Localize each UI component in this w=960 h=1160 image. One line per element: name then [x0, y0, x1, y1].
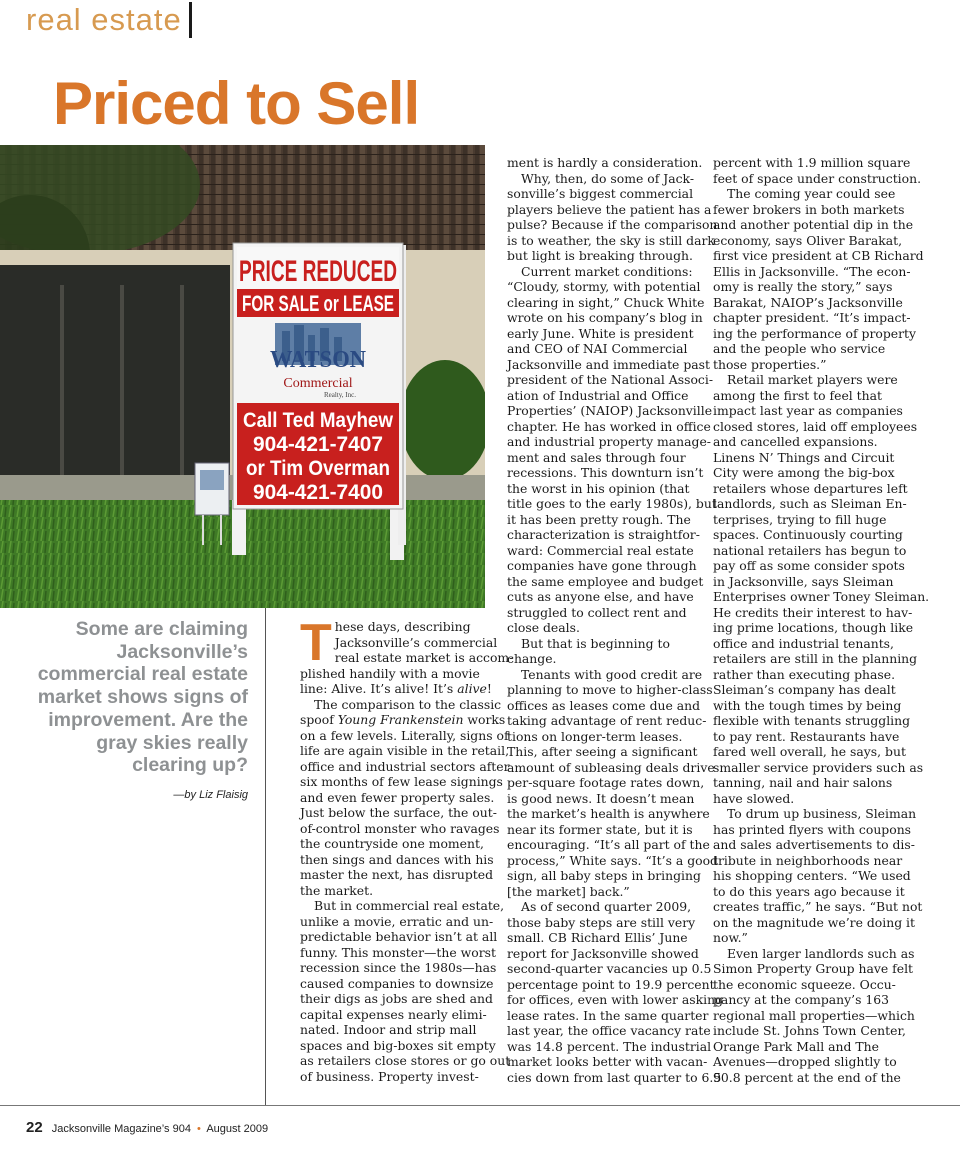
article-line: terprises, trying to fill huge — [713, 511, 887, 527]
sign-price-reduced: PRICE REDUCED — [239, 255, 397, 288]
article-line: percentage point to 19.9 percent — [507, 976, 715, 992]
article-line: ing prime locations, though like — [713, 620, 914, 635]
article-line: include St. Johns Town Center, — [713, 1023, 906, 1038]
article-line: sign, all baby steps in bringing — [507, 868, 701, 883]
sign-or-tim: or Tim Overman — [246, 457, 390, 480]
article-line: line: Alive. It’s alive! It’s alive! — [300, 681, 492, 696]
article-line: is to weather, the sky is still dark — [507, 232, 715, 248]
article-line: Retail market players were — [727, 372, 898, 387]
article-line: and CEO of NAI Commercial — [507, 341, 688, 356]
article-line: The coming year could see — [727, 186, 896, 201]
article-line: nated. Indoor and strip mall — [300, 1022, 477, 1037]
article-line: ment and sales through four — [507, 449, 686, 465]
article-line: then sings and dances with his — [300, 851, 494, 867]
article-line: close deals. — [507, 620, 580, 635]
article-line: report for Jacksonville showed — [507, 945, 699, 961]
article-line: spaces. Continuously courting — [713, 527, 903, 542]
article-photo — [0, 145, 485, 608]
article-line: hese days, describing — [334, 619, 471, 634]
article-line: Jacksonville and immediate past — [507, 356, 710, 372]
article-line: to do this years ago because it — [713, 883, 905, 899]
article-line: rather than executing phase. — [713, 666, 896, 682]
article-line: office and industrial sectors after — [300, 758, 510, 774]
section-label: real estate — [26, 2, 182, 37]
article-line: of-control monster who ravages — [300, 820, 500, 836]
section-divider — [189, 2, 192, 38]
article-line: second-quarter vacancies up 0.5 — [507, 961, 712, 976]
article-line: per-square footage rates down, — [507, 775, 705, 790]
article-line: master the next, has disrupted — [300, 867, 494, 882]
article-line: and another potential dip in the — [713, 217, 914, 232]
article-line: percent with 1.9 million square — [713, 155, 911, 170]
article-line: and cancelled expansions. — [713, 434, 878, 449]
article-line: retailers are still in the planning — [713, 651, 918, 666]
article-line: of business. Property invest- — [300, 1068, 479, 1084]
article-line: as retailers close stores or go out — [300, 1053, 511, 1068]
sign-for-sale: FOR SALE or LEASE — [242, 291, 394, 316]
article-line: clearing in sight,” Chuck White — [507, 294, 705, 310]
article-line: creates traffic,” he says. “But not — [713, 899, 923, 914]
article-line: smaller service providers such as — [713, 759, 924, 775]
article-line: pay off as some consider spots — [713, 558, 905, 573]
article-column-2 — [507, 155, 724, 1085]
article-line: near its former state, but it is — [507, 821, 693, 837]
pull-quote: Some are claiming Jacksonville’s commercial real estate market shows signs of improvement. Are the gray skies really clearing up? — [37, 618, 248, 777]
article-line: Enterprises owner Toney Sleiman. — [713, 589, 930, 604]
article-line: and sales advertisements to dis- — [713, 837, 915, 852]
article-line: plished handily with a movie — [300, 665, 480, 681]
article-line: cies down from last quarter to 6.5 — [507, 1069, 722, 1085]
article-line: Avenues—dropped slightly to — [713, 1054, 897, 1069]
sign-watson: WATSON — [270, 347, 367, 373]
article-line: caused companies to downsize — [300, 975, 494, 991]
article-line: market looks better with vacan- — [507, 1054, 708, 1069]
article-line: tanning, nail and hair salons — [713, 775, 893, 790]
article-line: early June. White is president — [507, 325, 694, 341]
column-divider — [265, 608, 266, 1106]
article-line: among the first to feel that — [713, 387, 882, 403]
drop-cap: T — [300, 614, 332, 672]
article-line: chapter. He has worked in office — [507, 418, 711, 434]
article-line: six months of few lease signings — [300, 774, 503, 789]
article-line: president of the National Associ- — [507, 372, 714, 387]
sign-call-ted: Call Ted Mayhew — [243, 409, 394, 432]
article-line: But that is beginning to — [521, 635, 670, 651]
article-line: City were among the big-box — [713, 465, 895, 480]
article-line: pulse? Because if the comparison — [507, 217, 718, 232]
article-line: economy, says Oliver Barakat, — [713, 232, 903, 248]
issue-date: August 2009 — [206, 1123, 269, 1135]
article-line: ation of Industrial and Office — [507, 387, 689, 403]
article-line: Even larger landlords such as — [727, 945, 915, 961]
article-line: but light is breaking through. — [507, 248, 693, 263]
article-line: feet of space under construction. — [713, 170, 922, 186]
article-line: lease rates. In the same quarter — [507, 1007, 709, 1023]
article-line: chapter president. “It’s impact- — [713, 310, 911, 325]
article-line: process,” White says. “It’s a good — [507, 852, 718, 868]
article-line: To drum up business, Sleiman — [727, 806, 917, 821]
article-line: on the magnitude we’re doing it — [713, 914, 916, 930]
article-line: ment is hardly a consideration. — [507, 155, 703, 170]
sign-realty: Realty, Inc. — [323, 391, 357, 399]
article-line: on a few levels. Literally, signs of — [300, 727, 509, 743]
article-line: unlike a movie, erratic and un- — [300, 913, 494, 929]
article-line: Current market conditions: — [521, 263, 693, 279]
article-line: Jacksonville’s commercial — [334, 634, 498, 650]
article-line: the worst in his opinion (that — [507, 480, 690, 496]
article-line: predictable behavior isn’t at all — [300, 929, 498, 944]
article-line: companies have gone through — [507, 558, 697, 573]
article-line: Ellis in Jacksonville. “The econ- — [713, 263, 911, 279]
sign-commercial: Commercial — [283, 376, 353, 391]
article-line: and even fewer property sales. — [300, 789, 495, 805]
article-line: impact last year as companies — [713, 403, 903, 418]
footer-separator: • — [197, 1123, 201, 1135]
article-line: [the market] back.” — [507, 883, 630, 899]
article-line: the market’s health is anywhere — [507, 806, 710, 821]
article-line: ward: Commercial real estate — [507, 542, 694, 558]
article-line: omy is really the story,” says — [713, 279, 893, 294]
page-footer — [26, 1119, 268, 1136]
article-line: has printed flyers with coupons — [713, 821, 912, 837]
article-line: cuts as anyone else, and have — [507, 589, 694, 604]
article-line: the market. — [300, 882, 374, 898]
byline: —by Liz Flaisig — [173, 789, 248, 801]
article-line: sonville’s biggest commercial — [507, 186, 694, 201]
article-line: the economic squeeze. Occu- — [713, 976, 896, 992]
article-line: to pay rent. Restaurants have — [713, 728, 900, 744]
article-line: closed stores, laid off employees — [713, 418, 918, 434]
article-line: characterization is straightfor- — [507, 527, 700, 542]
article-line: ing the performance of property — [713, 325, 916, 341]
article-line: spoof Young Frankenstein works — [300, 712, 506, 727]
article-line: funny. This monster—the worst — [300, 944, 496, 960]
article-line: life are again visible in the retail, — [300, 743, 510, 758]
article-line: tions on longer-term leases. — [507, 728, 683, 744]
article-line: last year, the office vacancy rate — [507, 1023, 711, 1038]
article-line: Why, then, do some of Jack- — [521, 170, 695, 186]
article-line: office and industrial tenants, — [713, 635, 894, 651]
article-line: in Jacksonville, says Sleiman — [713, 573, 894, 589]
article-line: Sleiman’s company has dealt — [713, 682, 896, 697]
article-line: “Cloudy, stormy, with potential — [507, 279, 701, 294]
article-line: his shopping centers. “We used — [713, 868, 911, 883]
article-line: change. — [507, 651, 557, 666]
article-line: was 14.8 percent. The industrial — [507, 1038, 712, 1054]
page-number: 22 — [26, 1119, 43, 1136]
article-line: planning to move to higher-class — [507, 682, 713, 697]
article-line: flexible with tenants struggling — [713, 713, 911, 728]
article-line: As of second quarter 2009, — [521, 899, 692, 914]
article-line: and the people who service — [713, 341, 886, 356]
article-line: Just below the surface, the out- — [300, 805, 497, 820]
article-line: 90.8 percent at the end of the — [713, 1069, 901, 1085]
article-line: the countryside one moment, — [300, 836, 484, 851]
article-line: tribute in neighborhoods near — [713, 852, 903, 868]
headline: Priced to Sell — [53, 70, 420, 137]
article-line: capital expenses nearly elimi- — [300, 1006, 487, 1022]
article-line: taking advantage of rent reduc- — [507, 713, 707, 728]
article-line: Properties’ (NAIOP) Jacksonville — [507, 403, 713, 418]
article-line: Simon Property Group have felt — [713, 961, 914, 976]
article-line: for offices, even with lower asking — [507, 992, 724, 1007]
article-line: The comparison to the classic — [314, 696, 502, 712]
article-column-3 — [713, 155, 930, 1085]
article-line: national retailers has begun to — [713, 542, 907, 558]
article-line: fewer brokers in both markets — [713, 201, 905, 217]
article-line: amount of subleasing deals drive — [507, 759, 715, 775]
article-line: retailers whose departures left — [713, 480, 908, 496]
article-line: players believe the patient has a — [507, 201, 712, 217]
article-line: wrote on his company’s blog in — [507, 310, 703, 325]
article-line: first vice president at CB Richard — [713, 248, 924, 263]
article-line: it has been pretty rough. The — [507, 511, 691, 527]
article-line: Tenants with good credit are — [521, 666, 703, 682]
article-line: and industrial property manage- — [507, 434, 711, 449]
article-line: pancy at the company’s 163 — [713, 992, 890, 1007]
article-line: real estate market is accom- — [334, 650, 514, 665]
article-line: Barakat, NAIOP’s Jacksonville — [713, 294, 903, 310]
article-line: small. CB Richard Ellis’ June — [507, 930, 688, 945]
article-line: recession since the 1980s—has — [300, 960, 497, 975]
article-line: landlords, such as Sleiman En- — [713, 496, 907, 511]
article-line: is good news. It doesn’t mean — [507, 790, 695, 806]
sign-phone-1: 904-421-7407 — [253, 433, 383, 456]
article-line: spaces and big-boxes sit empty — [300, 1037, 496, 1053]
footer-rule — [0, 1105, 960, 1106]
article-line: offices as leases come due and — [507, 697, 701, 713]
article-line: recessions. This downturn isn’t — [507, 465, 704, 480]
publication-name: Jacksonville Magazine’s 904 — [51, 1123, 191, 1135]
article-line: regional mall properties—which — [713, 1007, 915, 1023]
article-line: those properties.” — [713, 356, 827, 372]
article-line: those baby steps are still very — [507, 914, 696, 930]
article-line: the same employee and budget — [507, 573, 704, 589]
article-line: This, after seeing a significant — [507, 744, 698, 759]
article-line: title goes to the early 1980s), but — [507, 496, 717, 511]
article-line: But in commercial real estate, — [314, 898, 505, 913]
sign-phone-2: 904-421-7400 — [253, 481, 383, 504]
article-line: fared well overall, he says, but — [713, 744, 906, 759]
article-line: He credits their interest to hav- — [713, 604, 913, 620]
article-line: Linens N’ Things and Circuit — [713, 449, 895, 465]
article-line: Orange Park Mall and The — [713, 1038, 879, 1054]
article-line: struggled to collect rent and — [507, 604, 687, 620]
article-line: encouraging. “It’s all part of the — [507, 837, 710, 852]
article-line: now.” — [713, 930, 748, 945]
article-line: have slowed. — [713, 790, 795, 806]
article-line: with the tough times by being — [713, 697, 902, 713]
article-column-1 — [300, 614, 514, 1084]
article-line: their digs as jobs are shed and — [300, 991, 493, 1006]
